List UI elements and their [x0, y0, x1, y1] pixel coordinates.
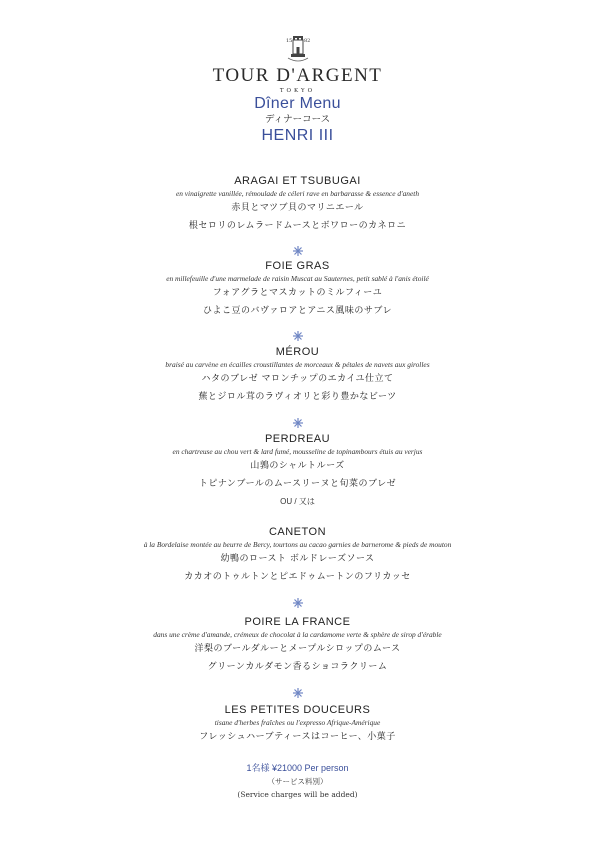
or-separator: OU / 又は: [280, 497, 315, 506]
brand-name: TOUR D'ARGENT: [212, 65, 383, 86]
separator-star-icon: [0, 688, 595, 698]
dish-description-fr: à la Bordelaise montée au beurre de Bercy, tourtons au cacao garnies de barnerome & pieds de mouton: [143, 540, 452, 549]
dish-description-jp: 山鶉のシャルトルーズ: [250, 461, 345, 471]
dish-description-fr: en millefeuille d'une marmelade de raisin Muscat au Sauternes, petit sablé à l'anis étoilé: [166, 274, 429, 283]
dish-foie-gras: [0, 259, 595, 320]
crest-icon: [278, 30, 318, 64]
separator-star-icon: [0, 331, 595, 341]
dish-description-jp: 蕪とジロル茸のラヴィオリと彩り豊かなビーツ: [198, 392, 397, 402]
dish-caneton: [0, 525, 595, 586]
crest-year-left: 15: [285, 38, 292, 44]
crest-year-right: 82: [303, 38, 310, 44]
dish-description-jp: 赤貝とマツブ貝のマリニエール: [231, 203, 364, 213]
service-charge-jp: （サービス料別）: [267, 777, 328, 786]
dish-description-jp: トピナンブールのムースリーヌと旬菜のブレゼ: [198, 479, 397, 489]
dish-title: LES PETITES DOUCEURS: [224, 704, 371, 716]
separator-star-icon: [0, 418, 595, 428]
dish-description-fr: tisane d'herbes fraîches ou l'expresso Afrique-Amérique: [214, 718, 381, 727]
dish-description-jp: グリーンカルダモン香るショコラクリーム: [207, 662, 388, 672]
dish-description-jp: 幼鴨のロースト ボルドレーズソース: [220, 554, 375, 564]
separator-star-icon: [0, 246, 595, 256]
restaurant-logo: [0, 30, 595, 145]
dish-title: ARAGAI ET TSUBUGAI: [234, 175, 361, 187]
dish-description-jp: ハタのブレゼ マロンチップのエカイユ仕立て: [201, 374, 394, 384]
service-charge-en: (Service charges will be added): [237, 790, 358, 799]
separator-star-icon: [0, 598, 595, 608]
dish-description-fr: dans une crème d'amande, crémeux de chocolat à la cardamome verte & sphère de sirop d'érable: [153, 630, 442, 639]
dish-title: PERDREAU: [264, 433, 331, 445]
dish-description-fr: braisé au carvène en écailles croustillantes de morceaux & pétales de navets aux girolles: [165, 360, 430, 369]
dish-perdreau: [0, 432, 595, 507]
dish-aragai: [0, 174, 595, 235]
dish-title: POIRE LA FRANCE: [244, 616, 351, 628]
dish-title: MÉROU: [275, 346, 320, 358]
dish-description-jp: 洋梨のブールダルーとメープルシロップのムース: [194, 644, 401, 654]
brand-location: TOKYO: [279, 88, 316, 94]
dish-description-jp: 根セロリのレムラードムースとボワローのカネロニ: [188, 221, 407, 231]
dish-title: FOIE GRAS: [265, 260, 330, 272]
menu-price: 1名様 ¥21000 Per person: [246, 763, 349, 773]
dish-description-jp: フォアグラとマスカットのミルフィーユ: [212, 288, 383, 298]
dish-title: CANETON: [268, 526, 327, 538]
dish-description-fr: en vinaigrette vanillée, rémoulade de céleri rave en barbarasse & essence d'aneth: [175, 189, 420, 198]
dish-petites-douceurs: [0, 703, 595, 746]
price-footer: [0, 762, 595, 801]
dish-description-fr: en chartreuse au chou vert & lard fumé, mousseline de topinambours étuis au verjus: [172, 447, 423, 456]
dish-description-jp: ひよこ豆のバヴァロアとアニス風味のサブレ: [202, 306, 393, 316]
dish-poire: [0, 615, 595, 676]
menu-title: Dîner Menu: [254, 95, 341, 112]
dish-merou: [0, 345, 595, 406]
course-name: HENRI III: [261, 127, 334, 144]
menu-title-jp: ディナーコース: [264, 114, 331, 125]
dish-description-jp: カカオのトゥルトンとピエドゥムートンのフリカッセ: [184, 572, 411, 582]
dish-description-jp: フレッシュハーブティースはコーヒー、小菓子: [199, 732, 396, 742]
